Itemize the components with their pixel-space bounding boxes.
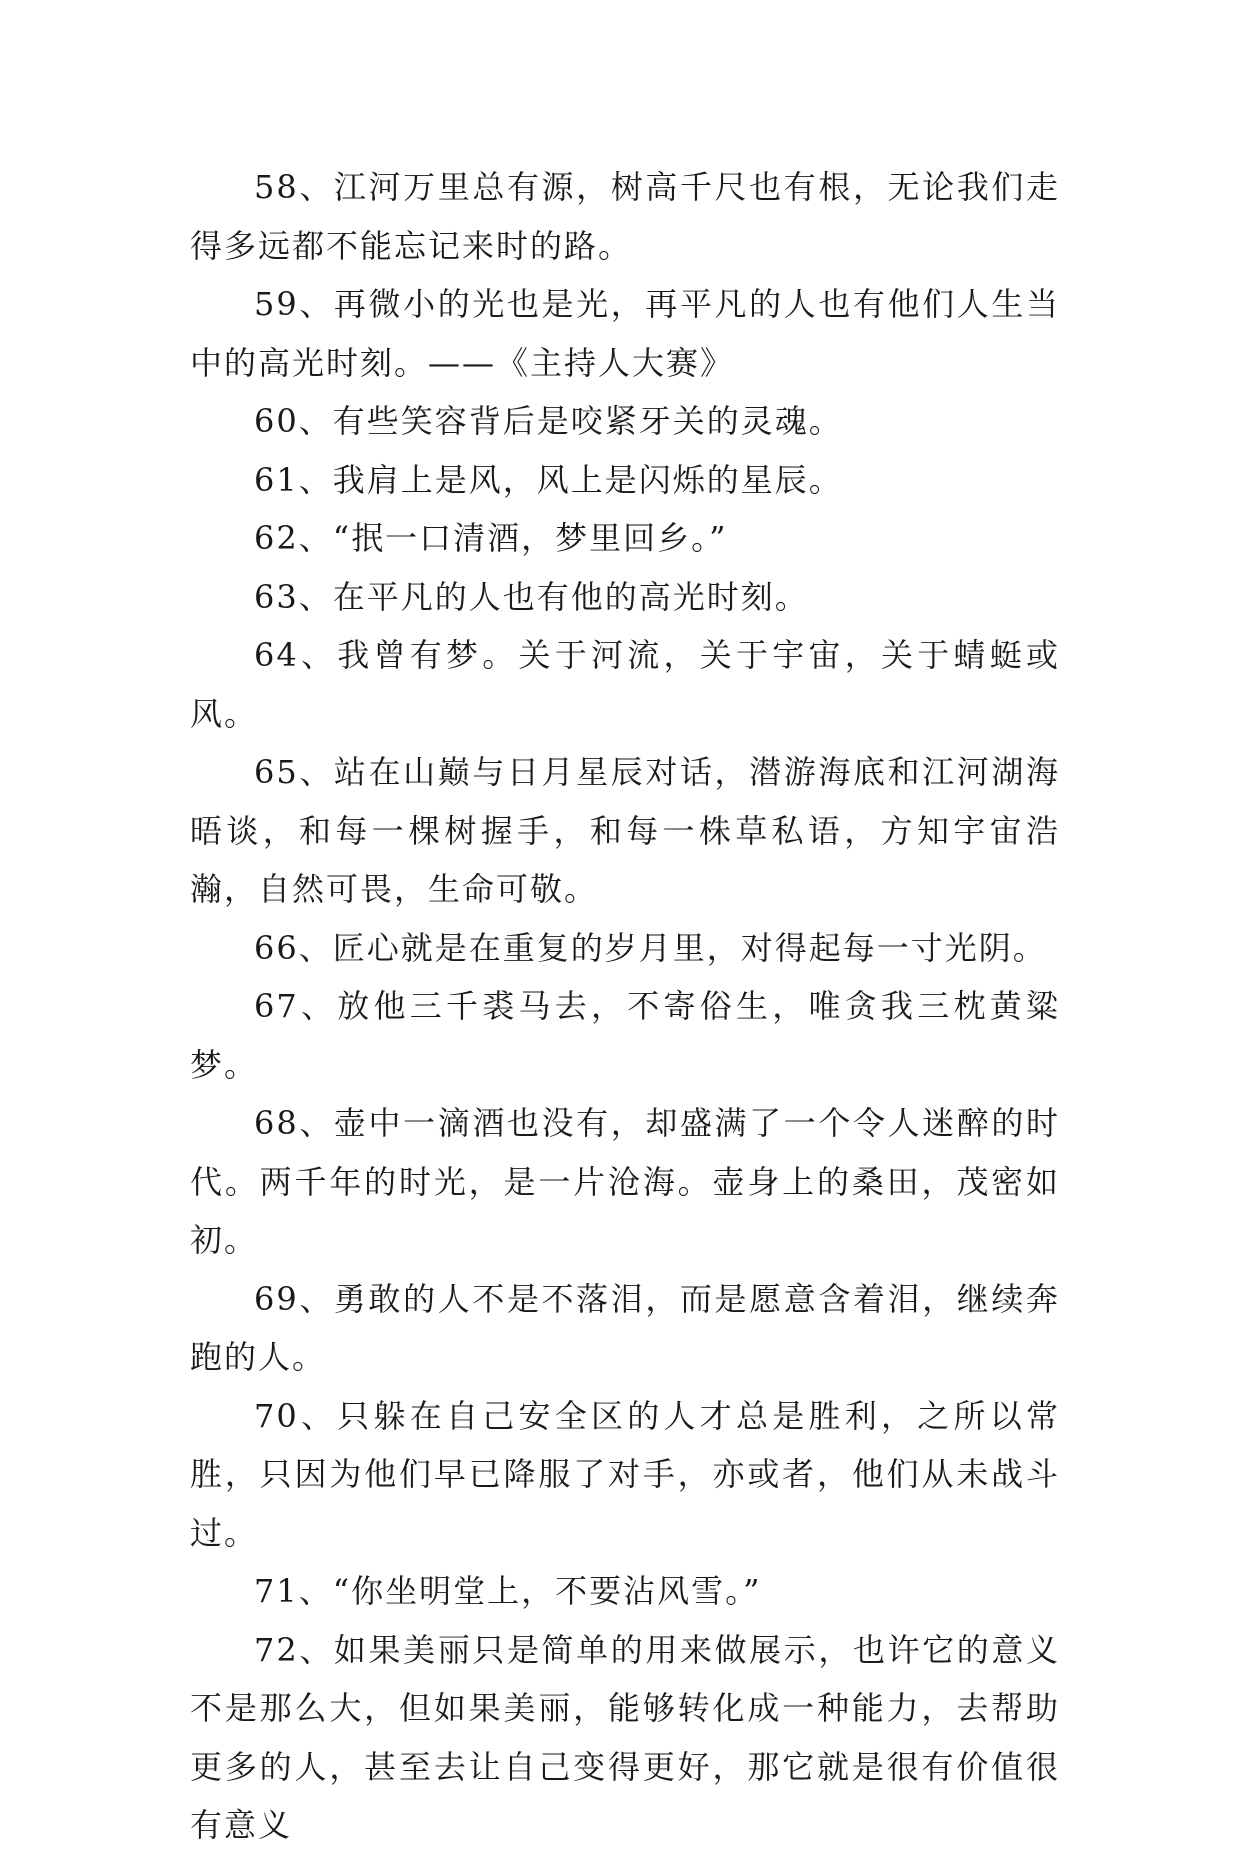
document-body (190, 158, 1060, 1855)
paragraph-70: 70、只躲在自己安全区的人才总是胜利，之所以常胜，只因为他们早已降服了对手，亦或者，他们从未战斗过。 (190, 1396, 1060, 1552)
paragraph-63: 63、在平凡的人也有他的高光时刻。 (254, 577, 809, 616)
paragraph-64: 64、我曾有梦。关于河流，关于宇宙，关于蜻蜓或风。 (190, 636, 1060, 733)
paragraph-59: 59、再微小的光也是光，再平凡的人也有他们人生当中的高光时刻。——《主持人大赛》 (190, 285, 1060, 382)
paragraph-58: 58、江河万里总有源，树高千尺也有根，无论我们走得多远都不能忘记来时的路。 (190, 168, 1060, 265)
paragraph-62: 62、“抿一口清酒，梦里回乡。” (254, 519, 728, 557)
paragraph-71: 71、“你坐明堂上，不要沾风雪。” (254, 1572, 762, 1610)
paragraph-68: 68、壶中一滴酒也没有，却盛满了一个令人迷醉的时代。两千年的时光，是一片沧海。壶身上的桑田，茂密如初。 (190, 1104, 1060, 1259)
paragraph-66: 66、匠心就是在重复的岁月里，对得起每一寸光阴。 (254, 928, 1047, 967)
paragraph-67: 67、放他三千裘马去，不寄俗生，唯贪我三枕黄粱梦。 (190, 987, 1060, 1084)
paragraph-72: 72、如果美丽只是简单的用来做展示，也许它的意义不是那么大，但如果美丽，能够转化成一种能力，去帮助更多的人，甚至去让自己变得更好，那它就是很有价值很有意义 (190, 1630, 1060, 1844)
paragraph-61: 61、我肩上是风，风上是闪烁的星辰。 (254, 460, 843, 499)
paragraph-65: 65、站在山巅与日月星辰对话，潜游海底和江河湖海晤谈，和每一棵树握手，和每一株草私语，方知宇宙浩瀚，自然可畏，生命可敬。 (190, 753, 1060, 908)
paragraph-60: 60、有些笑容背后是咬紧牙关的灵魂。 (254, 402, 843, 440)
paragraph-69: 69、勇敢的人不是不落泪，而是愿意含着泪，继续奔跑的人。 (190, 1279, 1060, 1376)
